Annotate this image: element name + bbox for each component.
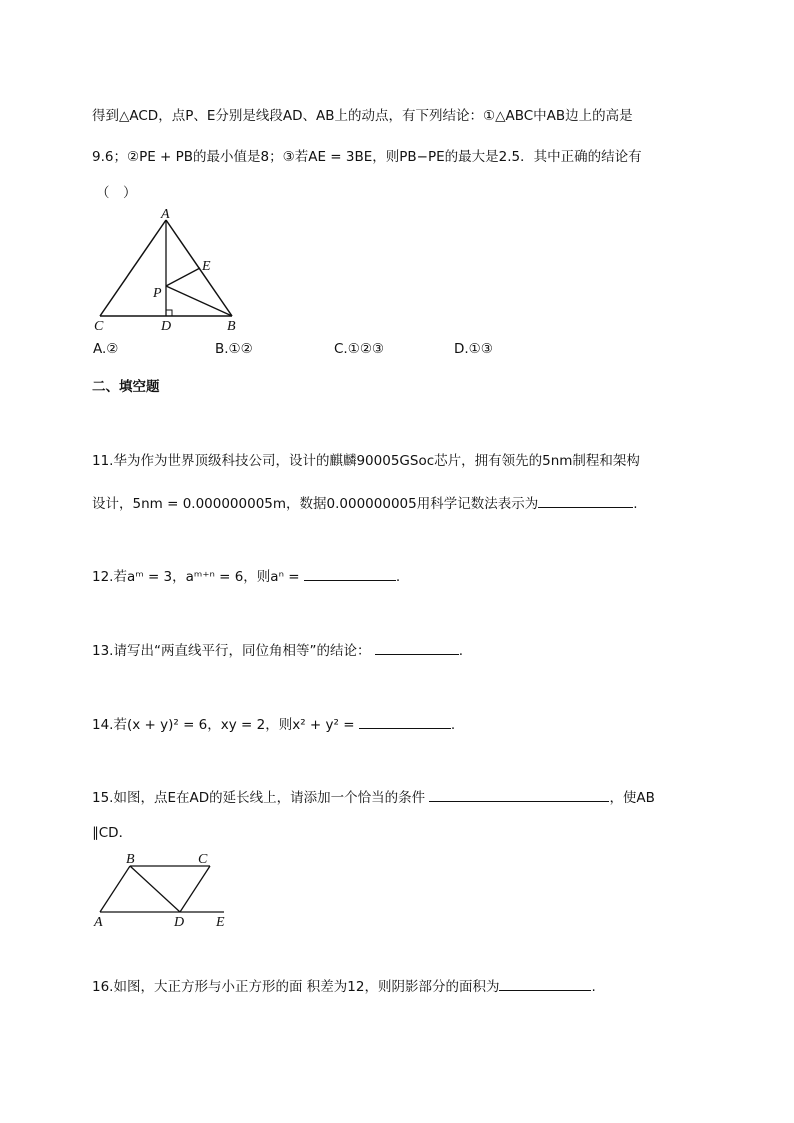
q12-answer-blank[interactable] [304,566,396,581]
section-title: 二、填空题 [92,379,160,395]
option-d: D.①③ [454,341,493,357]
label-p: P [153,286,162,301]
q12-line [92,566,400,587]
label-a: A [161,208,170,222]
q15-text: 15.如图，点E在AD的延长线上，请添加一个恰当的条件 [92,790,426,806]
label-e: E [202,259,211,274]
q16-text: 16.如图，大正方形与小正方形的面 积差为12，则阴影部分的面积为 [92,979,500,995]
q15-text-end: ，使AB [609,790,655,806]
q11-period: . [633,496,638,512]
q13-line [92,640,463,661]
q15-answer-blank[interactable] [429,787,609,802]
segment-ab [100,866,130,912]
q15-line-1 [92,787,655,808]
q14-period: . [450,717,456,733]
q11-text: 设计，5nm = 0.000000005m，数据0.000000005用科学记数法表示为 [92,496,539,512]
q14-text: 14.若(x + y)² = 6，xy = 2，则x² + y² = [92,717,355,733]
label-d: D [161,319,172,334]
q11-line-1: 11.华为作为世界顶级科技公司，设计的麒麟90005GSoc芯片，拥有领先的5nm制程和架构 [92,453,640,469]
segment-bd [130,866,180,912]
q10-line-2: 9.6；②PE + PB的最小值是8；③若AE = 3BE，则PB−PE的最大是2.5．其中正确的结论有 [92,149,642,165]
q10-answer-paren: （ ） [96,185,137,201]
label-b: B [126,852,135,867]
q15-line-2: ∥CD． [92,825,133,841]
q15-parallelogram-figure [92,850,237,930]
q13-answer-blank[interactable] [375,640,459,655]
q13-period: . [458,643,464,659]
option-c: C.①②③ [334,341,385,357]
q10-triangle-figure [90,208,260,338]
q11-answer-blank[interactable] [538,493,633,508]
label-c: C [198,852,208,867]
label-b: B [227,319,236,334]
option-a: A.② [93,341,119,357]
label-d: D [174,915,185,930]
q16-line [92,976,596,997]
q11-line-2 [92,493,638,514]
label-e: E [216,915,225,930]
q16-period: . [591,979,596,995]
q14-answer-blank[interactable] [359,714,451,729]
right-angle-mark [166,310,172,316]
label-a: A [94,915,103,930]
option-b: B.①② [215,341,253,357]
q10-line-1: 得到△ACD，点P、E分别是线段AD、AB上的动点，有下列结论：①△ABC中AB边上的高是 [92,108,633,124]
q12-text: 12.若aᵐ = 3，aᵐ⁺ⁿ = 6，则aⁿ = [92,569,300,585]
q14-line [92,714,455,735]
q16-answer-blank[interactable] [499,976,591,991]
triangle-side-ca [100,220,166,316]
q13-text: 13.请写出“两直线平行，同位角相等”的结论： [92,643,371,659]
segment-pe [166,268,200,286]
segment-cd [180,866,210,912]
q12-period: . [395,569,401,585]
label-c: C [94,319,104,334]
